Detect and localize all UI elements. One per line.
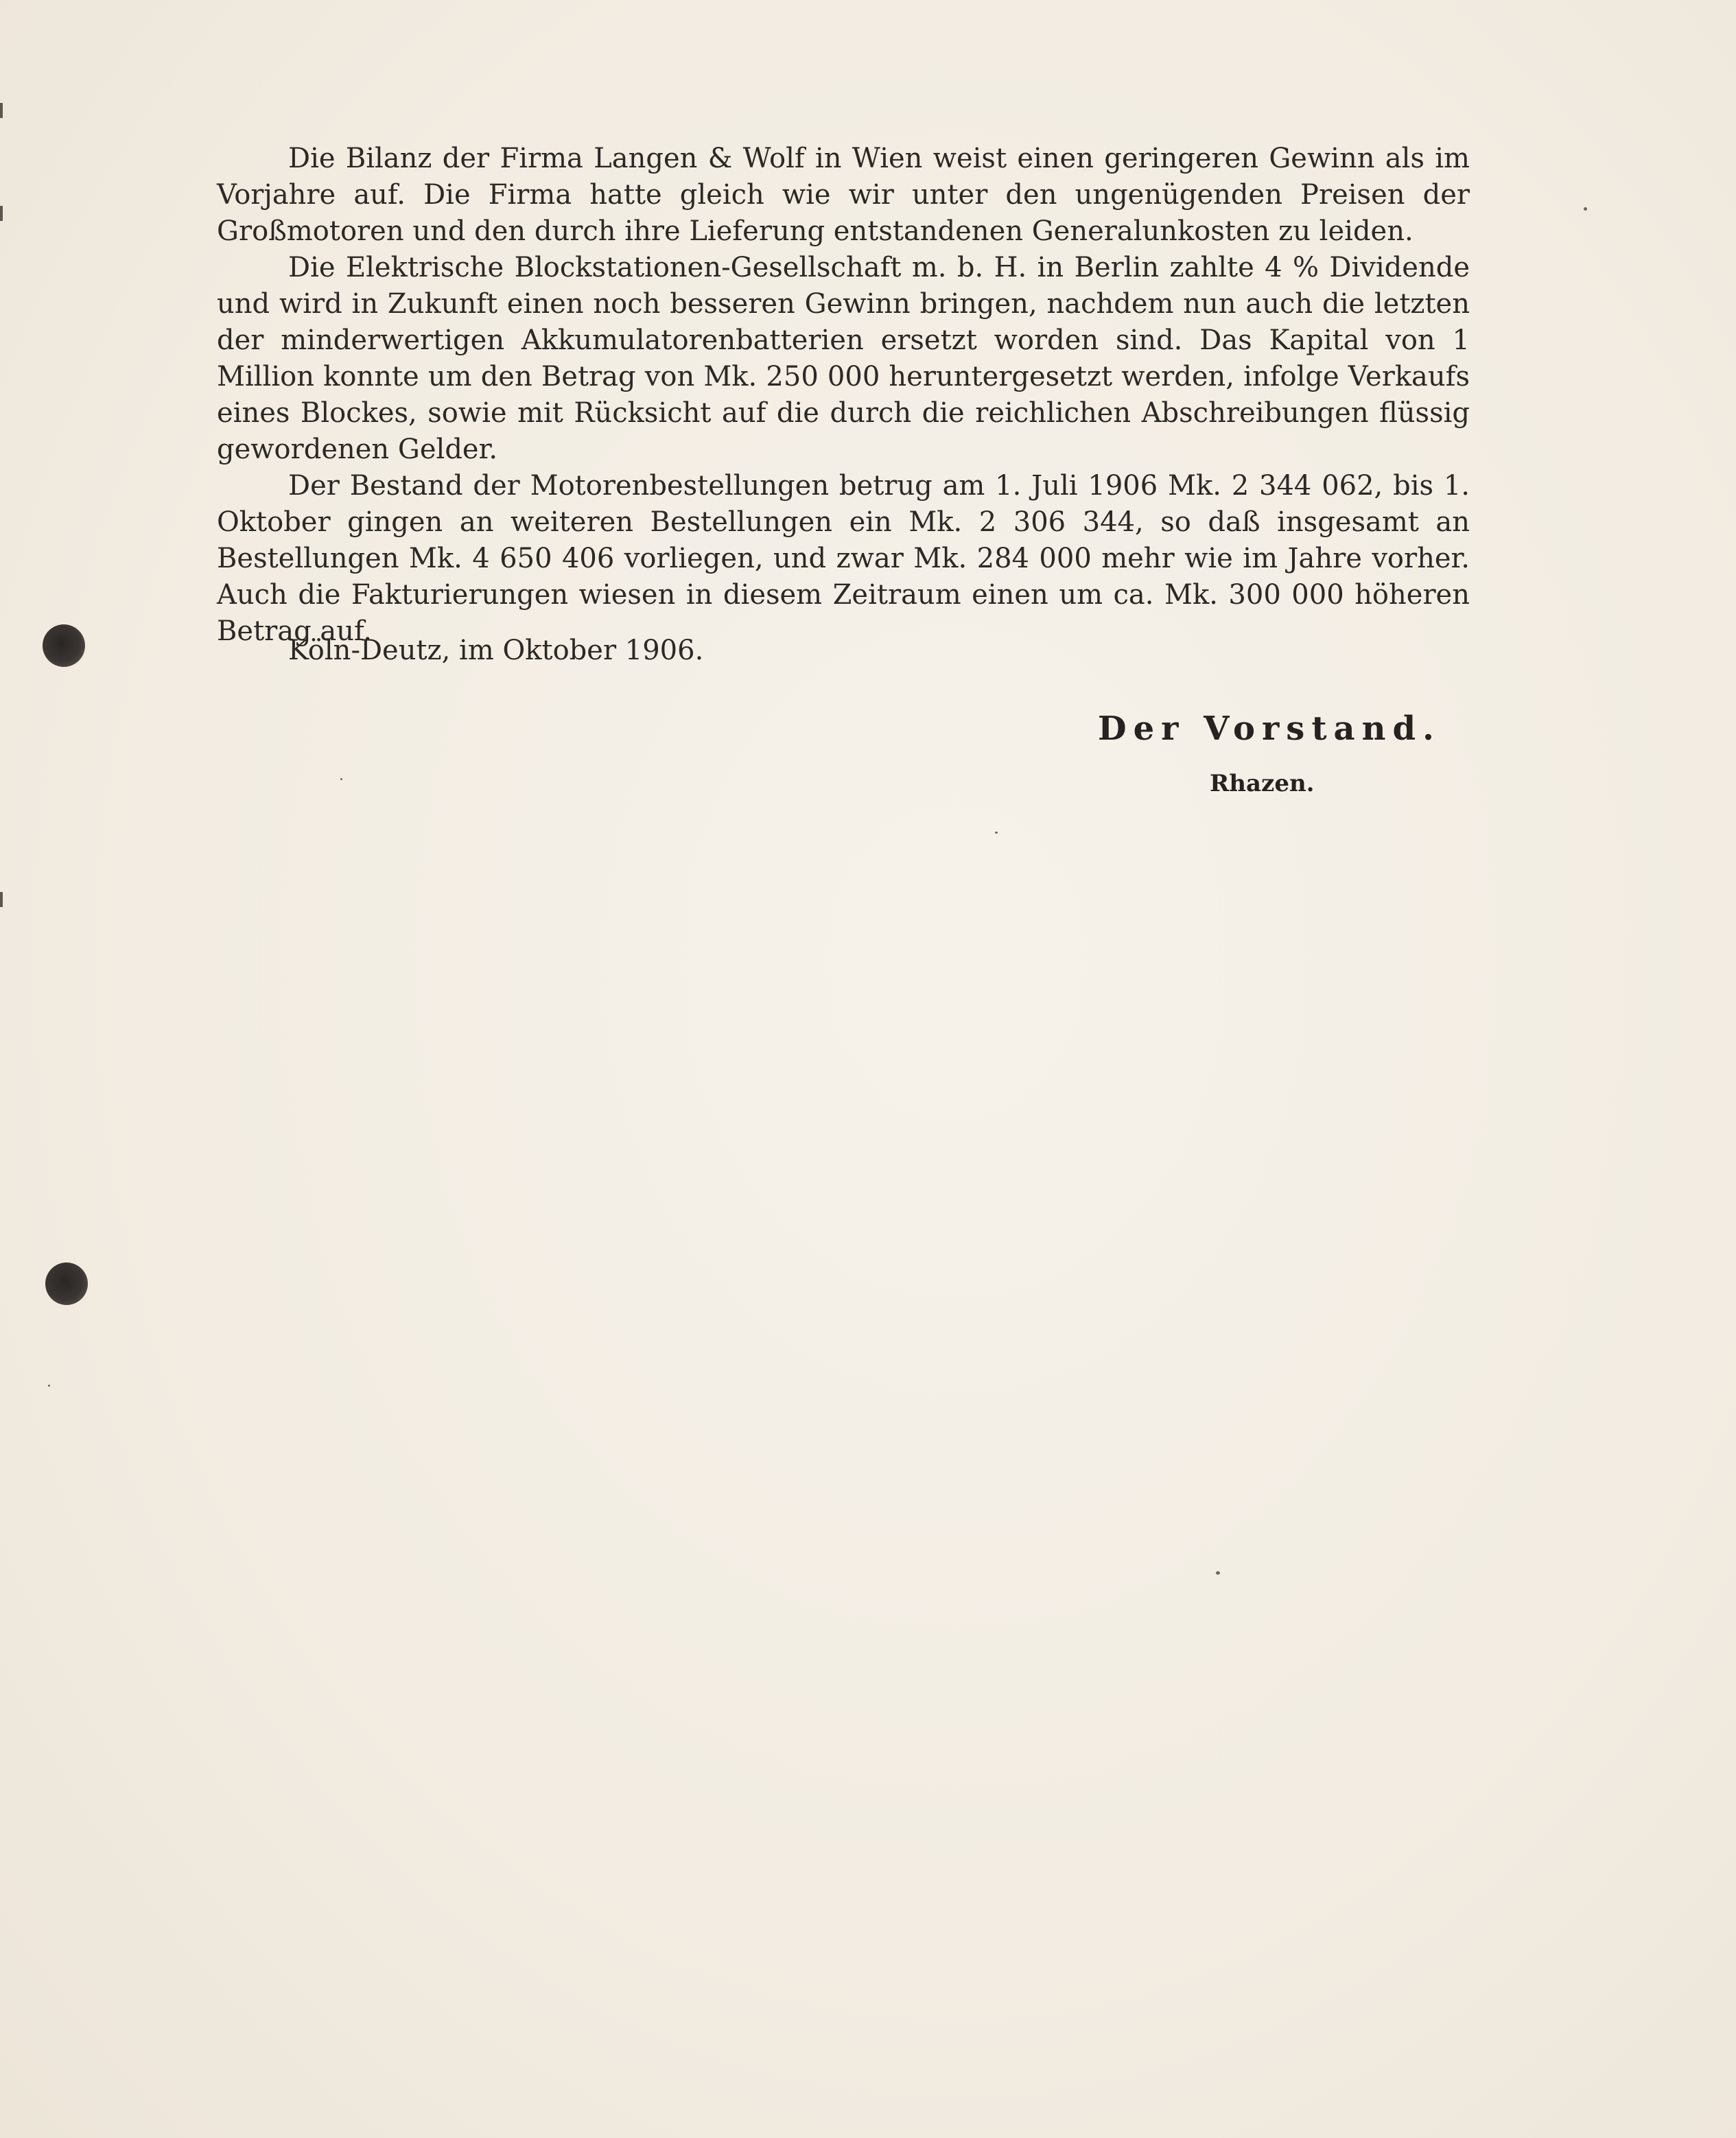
paper-speck: [995, 832, 998, 834]
signature-name: Rhazen.: [1210, 770, 1315, 797]
dateline: Köln-Deutz, im Oktober 1906.: [288, 635, 704, 666]
punch-hole: [45, 1262, 88, 1305]
edge-mark: [0, 892, 3, 907]
signature-title: Der Vorstand.: [1098, 709, 1441, 748]
paragraph-motorenbestellungen: Der Bestand der Motorenbestellungen betrug am 1. Juli 1906 Mk. 2 344 062, bis 1. Oktober gingen an weiteren Bestellungen ein Mk. 2 306 344, so daß insgesamt an Bestellungen Mk. 4 650 406 vorliegen, und zwar Mk. 284 000 mehr wie im Jahre vorher. Auch die Fakturierungen wiesen in diesem Zeitraum einen um ca. Mk. 300 000 höheren Betrag auf.: [217, 470, 1470, 647]
paper-speck: [48, 1385, 50, 1387]
paragraph-langen-wolf: Die Bilanz der Firma Langen & Wolf in Wien weist einen geringeren Gewinn als im Vorjahre auf. Die Firma hatte gleich wie wir unter den ungenügenden Preisen der Großmotoren und den durch ihre Lieferung entstandenen Generalunkosten zu leiden.: [217, 143, 1470, 247]
punch-hole: [43, 624, 85, 667]
edge-mark: [0, 103, 3, 118]
paper-speck: [1584, 207, 1587, 211]
paper-speck: [340, 778, 342, 780]
edge-mark: [0, 206, 3, 221]
paragraph-blockstationen: Die Elektrische Blockstationen-Gesellschaft m. b. H. in Berlin zahlte 4 % Dividende und wird in Zukunft einen noch besseren Gewinn bringen, nachdem nun auch die letzten der minderwertigen Akkumulatorenbatterien ersetzt worden sind. Das Kapital von 1 Million konnte um den Betrag von Mk. 250 000 heruntergesetzt werden, infolge Verkaufs eines Blockes, sowie mit Rücksicht auf die durch die reichlichen Abschreibungen flüssig gewordenen Gelder.: [217, 252, 1470, 465]
paper-speck: [1216, 1571, 1220, 1575]
body-text: [217, 141, 1470, 650]
